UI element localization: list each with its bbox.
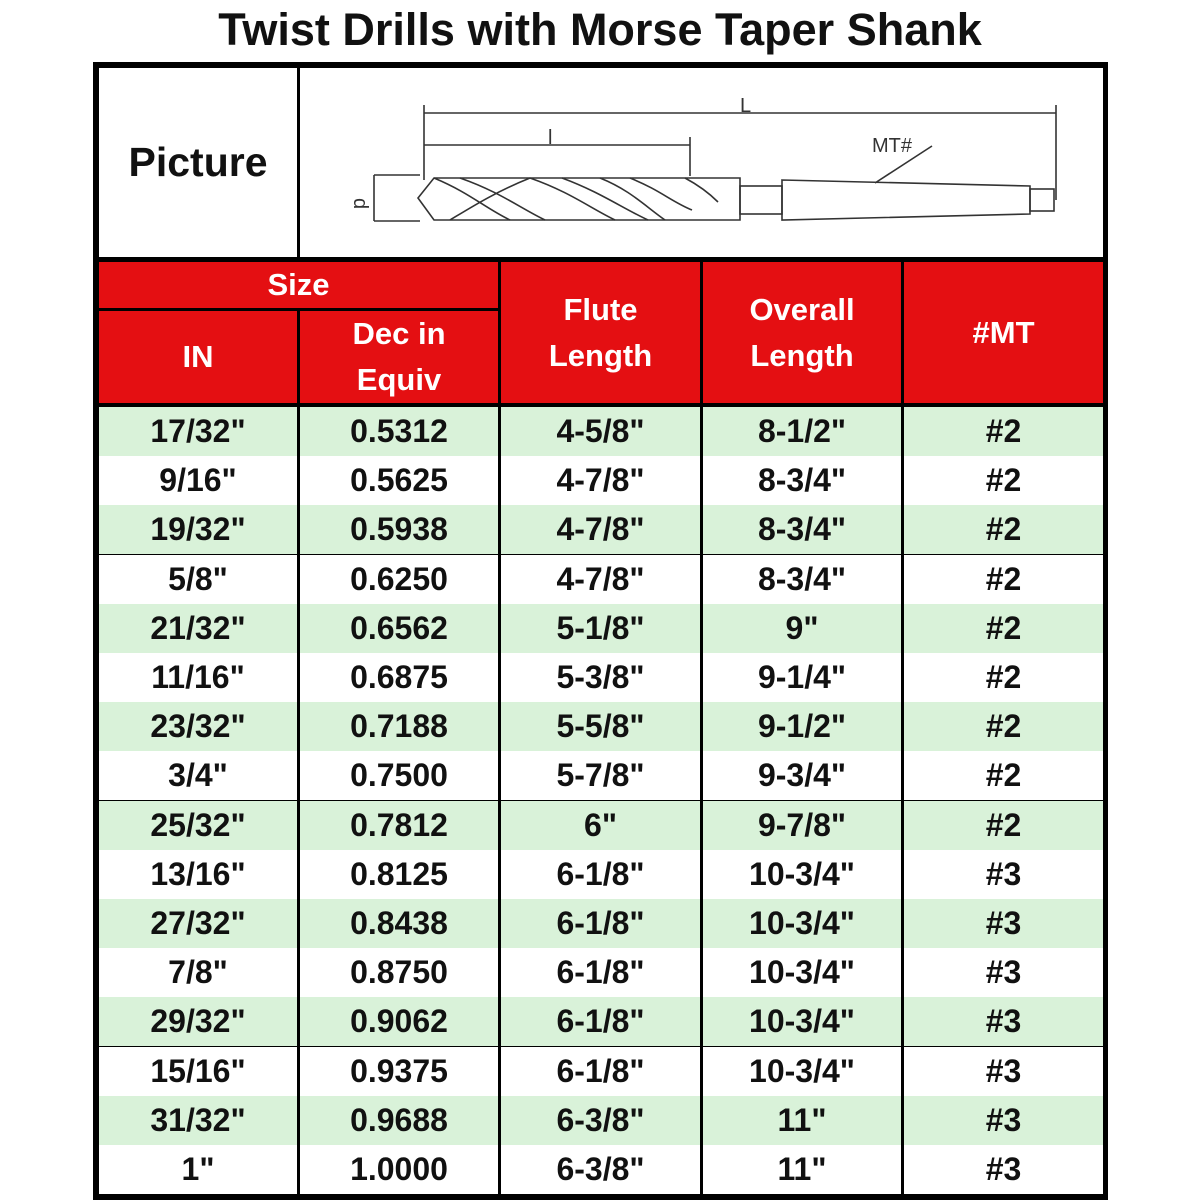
cell-flute: 5-5/8" — [556, 708, 645, 744]
column-divider — [700, 407, 703, 1195]
table-row — [99, 407, 1103, 456]
cell-dec: 0.6562 — [350, 610, 448, 646]
table-row — [99, 899, 1103, 948]
cell-overall: 10-3/4" — [749, 905, 855, 941]
cell-flute: 6-1/8" — [556, 905, 645, 941]
table-row — [99, 801, 1103, 850]
cell-in: 29/32" — [150, 1003, 246, 1039]
cell-in: 11/16" — [151, 659, 245, 695]
cell-flute: 6-1/8" — [556, 1053, 645, 1089]
cell-mt: #2 — [985, 659, 1022, 695]
cell-in: 5/8" — [168, 561, 228, 597]
header-overall-label: Overall Length — [749, 291, 855, 373]
table-row — [99, 850, 1103, 899]
cell-overall: 9-1/4" — [757, 659, 847, 695]
cell-flute: 5-1/8" — [556, 610, 645, 646]
table-row — [99, 1047, 1103, 1096]
header-in — [99, 311, 297, 403]
cell-dec: 0.5625 — [350, 462, 448, 498]
cell-flute: 6-3/8" — [556, 1151, 645, 1187]
cell-mt: #2 — [985, 561, 1022, 597]
header-mt — [904, 262, 1103, 403]
cell-dec: 0.7500 — [350, 757, 448, 793]
cell-mt: #2 — [985, 757, 1022, 793]
picture-row — [99, 68, 1103, 257]
cell-dec: 0.9688 — [350, 1102, 448, 1138]
cell-mt: #3 — [985, 856, 1022, 892]
page-title: Twist Drills with Morse Taper Shank — [218, 4, 982, 55]
header-dec — [300, 311, 498, 403]
dim-label-diameter: d — [349, 198, 371, 210]
header-overall — [703, 262, 901, 403]
picture-label: Picture — [128, 139, 268, 185]
cell-flute: 6-3/8" — [556, 1102, 645, 1138]
cell-overall: 11" — [777, 1102, 827, 1138]
cell-mt: #3 — [985, 954, 1022, 990]
table-row — [99, 1096, 1103, 1145]
column-divider — [498, 407, 501, 1195]
cell-flute: 4-5/8" — [556, 413, 645, 449]
cell-overall: 8-3/4" — [757, 462, 847, 498]
cell-overall: 10-3/4" — [749, 856, 855, 892]
table-row — [99, 948, 1103, 997]
table-row — [99, 653, 1103, 702]
cell-mt: #2 — [985, 708, 1022, 744]
cell-in: 31/32" — [150, 1102, 246, 1138]
table-row — [99, 1145, 1103, 1194]
table-row — [99, 456, 1103, 505]
cell-in: 13/16" — [150, 856, 246, 892]
cell-mt: #3 — [985, 1053, 1022, 1089]
cell-overall: 9" — [785, 610, 819, 646]
cell-in: 25/32" — [150, 807, 246, 843]
header-mt-label: #MT — [972, 314, 1035, 350]
cell-in: 17/32" — [150, 413, 246, 449]
cell-mt: #2 — [985, 807, 1022, 843]
cell-dec: 0.5938 — [350, 511, 448, 547]
cell-overall: 9-1/2" — [757, 708, 847, 744]
cell-dec: 0.9375 — [350, 1053, 448, 1089]
cell-flute: 4-7/8" — [556, 561, 645, 597]
table-row — [99, 997, 1103, 1046]
cell-in: 21/32" — [150, 610, 246, 646]
cell-dec: 0.7812 — [350, 807, 448, 843]
cell-overall: 10-3/4" — [749, 1053, 855, 1089]
cell-overall: 8-1/2" — [757, 413, 847, 449]
cell-in: 9/16" — [159, 462, 237, 498]
cell-overall: 8-3/4" — [757, 511, 847, 547]
cell-dec: 0.6875 — [350, 659, 448, 695]
cell-overall: 8-3/4" — [757, 561, 847, 597]
cell-dec: 0.7188 — [350, 708, 448, 744]
cell-mt: #3 — [985, 1003, 1022, 1039]
table-row — [99, 702, 1103, 751]
cell-in: 15/16" — [150, 1053, 246, 1089]
header-size-group — [99, 262, 498, 308]
header-flute-label: Flute Length — [548, 291, 653, 373]
cell-flute: 6-1/8" — [556, 1003, 645, 1039]
cell-mt: #3 — [985, 1102, 1022, 1138]
cell-dec: 0.9062 — [350, 1003, 448, 1039]
cell-dec: 0.8438 — [350, 905, 448, 941]
cell-in: 19/32" — [150, 511, 246, 547]
cell-mt: #2 — [985, 610, 1022, 646]
cell-flute: 6-1/8" — [556, 954, 645, 990]
cell-in: 23/32" — [150, 708, 246, 744]
cell-flute: 4-7/8" — [556, 462, 645, 498]
header-size-label: Size — [267, 267, 330, 302]
cell-mt: #3 — [985, 905, 1022, 941]
twist-drill-illustration — [300, 68, 1103, 257]
cell-flute: 5-3/8" — [556, 659, 645, 695]
cell-flute: 6" — [584, 807, 617, 843]
cell-overall: 9-3/4" — [757, 757, 847, 793]
column-divider — [901, 407, 904, 1195]
cell-in: 27/32" — [150, 905, 246, 941]
cell-flute: 6-1/8" — [556, 856, 645, 892]
cell-mt: #2 — [985, 462, 1022, 498]
column-divider — [297, 407, 300, 1195]
cell-overall: 9-7/8" — [757, 807, 847, 843]
cell-mt: #3 — [985, 1151, 1022, 1187]
cell-flute: 5-7/8" — [556, 757, 645, 793]
cell-dec: 0.5312 — [350, 413, 448, 449]
table-row — [99, 604, 1103, 653]
cell-in: 3/4" — [168, 757, 228, 793]
cell-dec: 0.6250 — [350, 561, 448, 597]
cell-dec: 1.0000 — [350, 1151, 448, 1187]
cell-overall: 10-3/4" — [749, 954, 855, 990]
table-row — [99, 505, 1103, 554]
cell-mt: #2 — [985, 511, 1022, 547]
header-flute — [501, 262, 700, 403]
drill-diagram — [300, 68, 1103, 257]
header-in-label: IN — [182, 339, 214, 374]
dim-label-flute: l — [548, 127, 553, 149]
cell-overall: 10-3/4" — [749, 1003, 855, 1039]
cell-overall: 11" — [777, 1151, 827, 1187]
cell-in: 1" — [181, 1151, 215, 1187]
cell-dec: 0.8125 — [350, 856, 448, 892]
cell-in: 7/8" — [168, 954, 228, 990]
cell-flute: 4-7/8" — [556, 511, 645, 547]
table-row — [99, 751, 1103, 800]
cell-mt: #2 — [985, 413, 1022, 449]
dim-label-overall: L — [740, 95, 752, 117]
dim-label-taper: MT# — [872, 135, 912, 157]
header-dec-label: Dec in Equiv — [352, 316, 446, 397]
table-row — [99, 555, 1103, 604]
cell-dec: 0.8750 — [350, 954, 448, 990]
